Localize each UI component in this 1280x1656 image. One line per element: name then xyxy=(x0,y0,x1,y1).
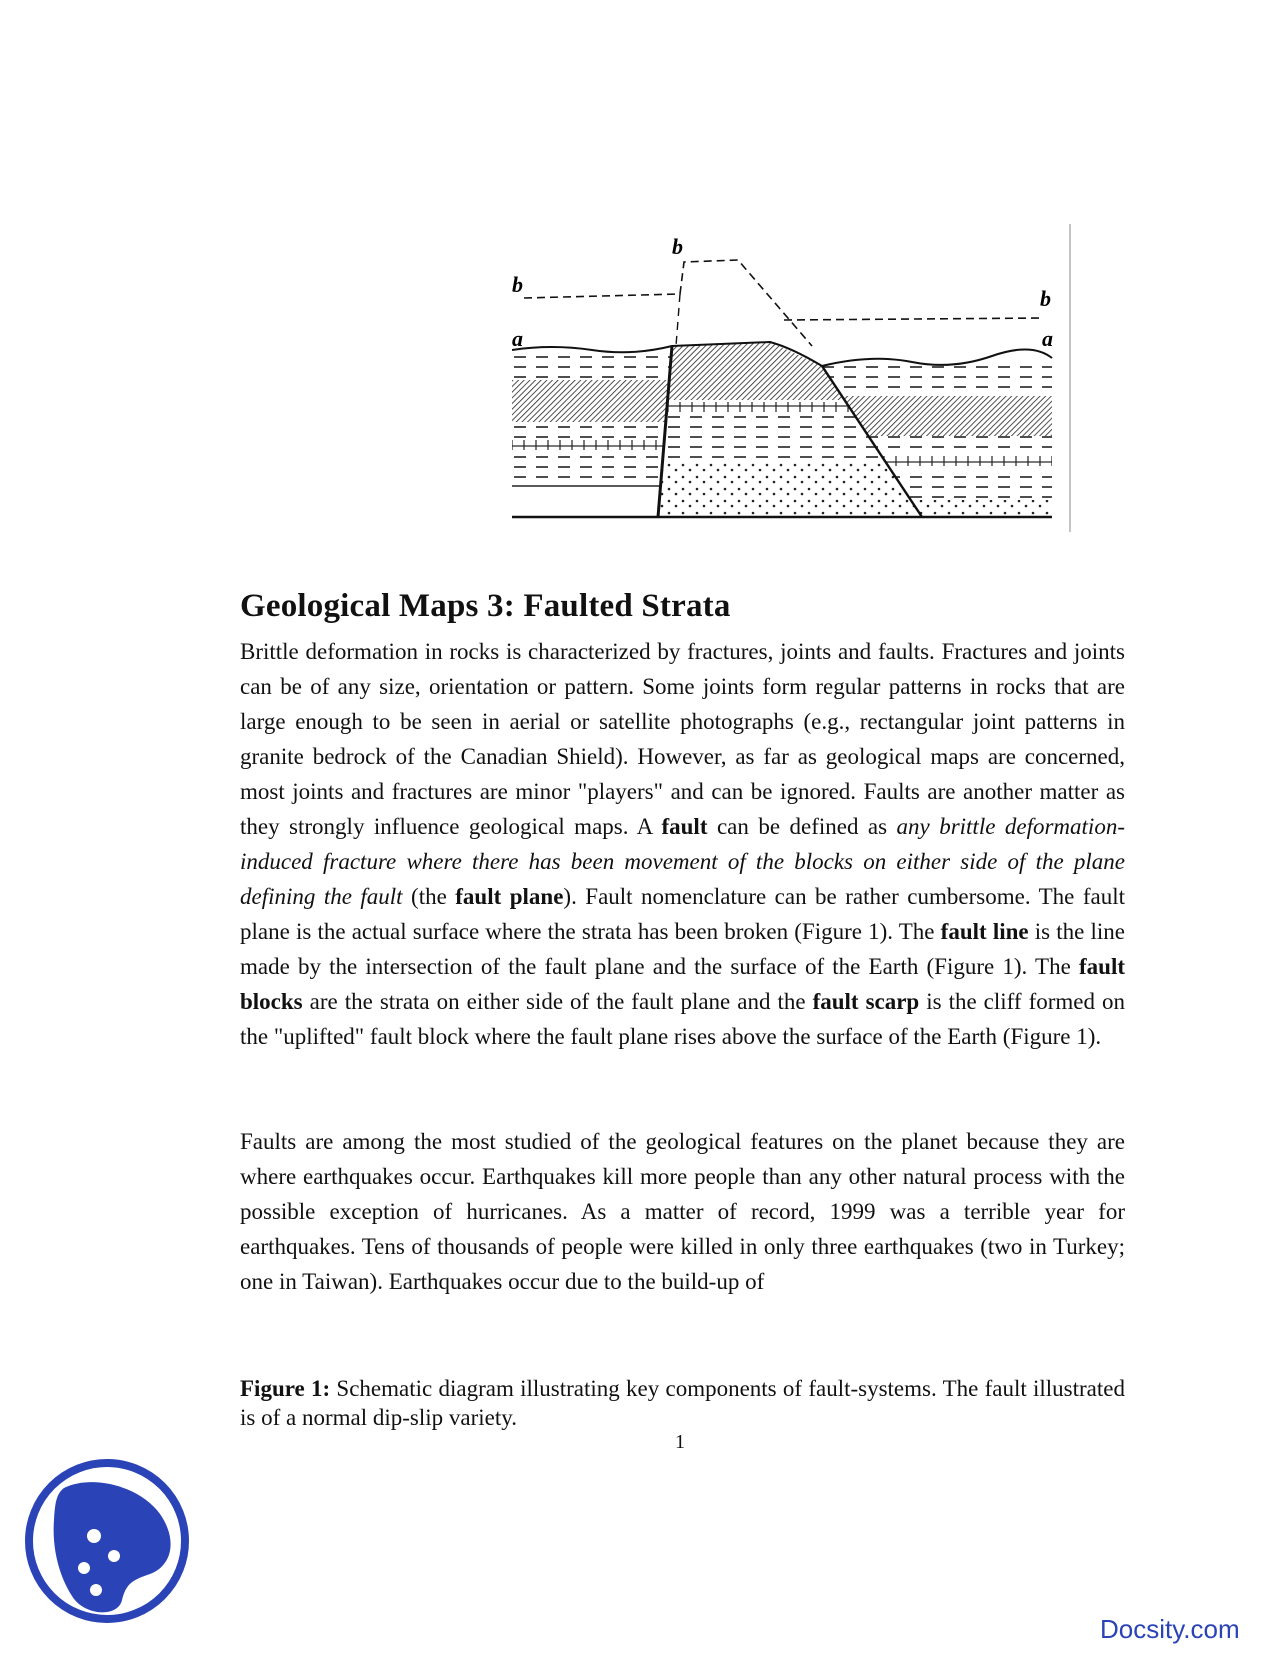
paragraph-run: Brittle deformation in rocks is characterized by fractures, joints and faults. Fractures and joints can be of any size, orientation or pattern. Some joints form regular patterns in rocks that are large enough to be seen in aerial or satellite photographs (e.g., rectangular joint patterns in granite bedrock of the Canadian Shield). However, as far as geological maps are concerned, most joints and fractures are minor "players" and can be ignored. Faults are another matter as they strongly influence geological maps. A xyxy=(240,639,1125,839)
paragraph-run: are the strata on either side of the fault plane and the xyxy=(302,989,813,1014)
paragraph-run: can be defined as xyxy=(707,814,897,839)
paragraph-run: is the line made by the intersection of the fault plane and the surface of the Earth (Figure 1). The xyxy=(240,919,1125,979)
label-b-left: b xyxy=(512,272,523,297)
label-b-right: b xyxy=(1040,286,1051,311)
paragraph-run: ). Fault nomenclature can be rather cumbersome. The fault plane is the actual surface where the strata has been broken (Figure 1). The xyxy=(240,884,1125,944)
paragraph-run: (the xyxy=(402,884,456,909)
paragraph-run: is the cliff formed on the "uplifted" fault block where the fault plane rises above the surface of the Earth (Figure 1). xyxy=(240,989,1125,1049)
paragraph-faults-definition xyxy=(240,634,1125,1054)
label-a-left: a xyxy=(512,326,523,351)
caption-text: Schematic diagram illustrating key components of fault-systems. The fault illustrated is of a normal dip-slip variety. xyxy=(240,1376,1125,1430)
fault-diagram xyxy=(512,222,1122,556)
page-title: Geological Maps 3: Faulted Strata xyxy=(240,588,731,624)
fault-diagram-figure xyxy=(512,222,1122,556)
figure-caption xyxy=(240,1374,1125,1432)
paragraph-run: fault line xyxy=(940,919,1029,944)
paragraph-run: fault blocks xyxy=(240,954,1125,1014)
label-b-top: b xyxy=(672,234,683,259)
paragraph-run: fault scarp xyxy=(812,989,920,1014)
docsity-brand-link[interactable]: Docsity.com xyxy=(1100,1614,1240,1644)
caption-label: Figure 1: xyxy=(240,1376,331,1401)
page-number: 1 xyxy=(675,1431,685,1453)
label-a-right: a xyxy=(1042,326,1053,351)
left-fault-block xyxy=(512,350,672,486)
paragraph-run: any brittle deformation-induced fracture where there has been movement of the blocks on either side of the plane defining the fault xyxy=(240,814,1125,909)
docsity-logo-icon[interactable] xyxy=(22,1456,192,1626)
paragraph-run: fault xyxy=(661,814,708,839)
paragraph-run: fault plane xyxy=(455,884,564,909)
paragraph-earthquakes: Faults are among the most studied of the geological features on the planet because they are where earthquakes occur. Earthquakes kill more people than any other natural process with the possible exception of hurricanes. As a matter of record, 1999 was a terrible year for earthquakes. Tens of thousands of people were killed in only three earthquakes (two in Turkey; one in Taiwan). Earthquakes occur due to the build-up of xyxy=(240,1129,1125,1294)
